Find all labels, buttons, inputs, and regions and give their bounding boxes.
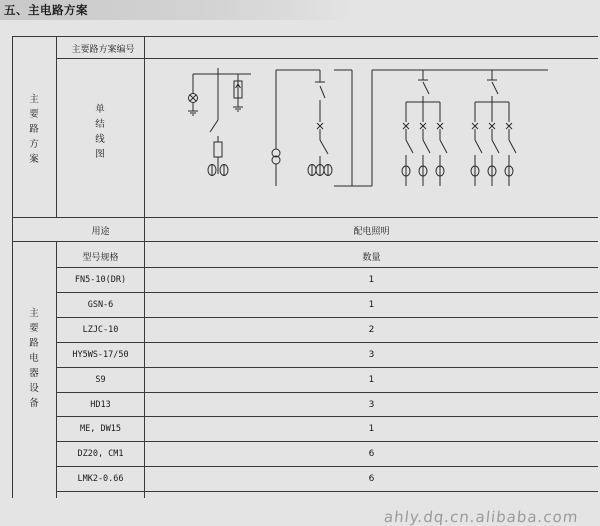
equipment-qty: 1: [368, 424, 375, 434]
equipment-qty: 1: [368, 275, 375, 285]
section-title: 五、主电路方案: [4, 3, 88, 17]
equipment-model: LMK2-0.66: [77, 474, 124, 484]
equipment-qty: 6: [368, 474, 375, 484]
fuse-symbol: [214, 142, 222, 157]
scheme-no-label: 主要路方案编号: [71, 45, 135, 55]
equipment-qty: 6: [368, 449, 375, 459]
table-row-divider: [56, 367, 598, 368]
section-title-bar: [0, 0, 352, 20]
single-line-diagram: [12, 36, 598, 217]
table-row-divider: [56, 392, 598, 393]
table-row-divider: [56, 416, 598, 417]
single-line-diagram-label: 单结线图: [95, 104, 105, 160]
table-row-divider: [56, 441, 598, 442]
equipment-model: GSN-6: [87, 300, 114, 310]
table-row-divider: [56, 292, 598, 293]
equipment-model: LZJC-10: [82, 325, 119, 335]
table-row-divider: [56, 317, 598, 318]
main-scheme-label: 主要路方案: [29, 94, 39, 165]
equipment-model: S9: [95, 375, 106, 385]
table-row-divider: [56, 491, 598, 492]
equipment-qty: 1: [368, 300, 375, 310]
load-switch-blade: [210, 120, 218, 132]
equipment-model: HD13: [90, 400, 111, 410]
main-equipment-label: 主要路电器设备: [29, 308, 39, 409]
equipment-qty: 1: [368, 375, 375, 385]
usage-label: 用途: [91, 227, 110, 237]
col-header-model: 型号规格: [82, 253, 119, 263]
equipment-model: ME, DW15: [80, 424, 121, 434]
usage-value: 配电照明: [353, 227, 390, 237]
watermark: ahly.dq.cn.alibaba.com: [383, 508, 580, 526]
table-line-usage-bottom: [12, 241, 598, 242]
table-row-divider: [56, 342, 598, 343]
equipment-model: HY5WS-17/50: [72, 350, 129, 360]
equipment-model: DZ20, CM1: [77, 449, 124, 459]
equipment-qty: 2: [368, 325, 375, 335]
table-row-divider: [56, 466, 598, 467]
table-line-diagram-bottom: [12, 217, 598, 218]
equipment-qty: 3: [368, 400, 375, 410]
outgoing-feeders: [402, 123, 516, 186]
equipment-qty: 3: [368, 350, 375, 360]
equipment-model: FN5-10(DR): [74, 275, 127, 285]
col-header-qty: 数量: [362, 253, 381, 263]
table-line-equip-header: [56, 267, 598, 268]
scheme-table: [12, 36, 598, 526]
